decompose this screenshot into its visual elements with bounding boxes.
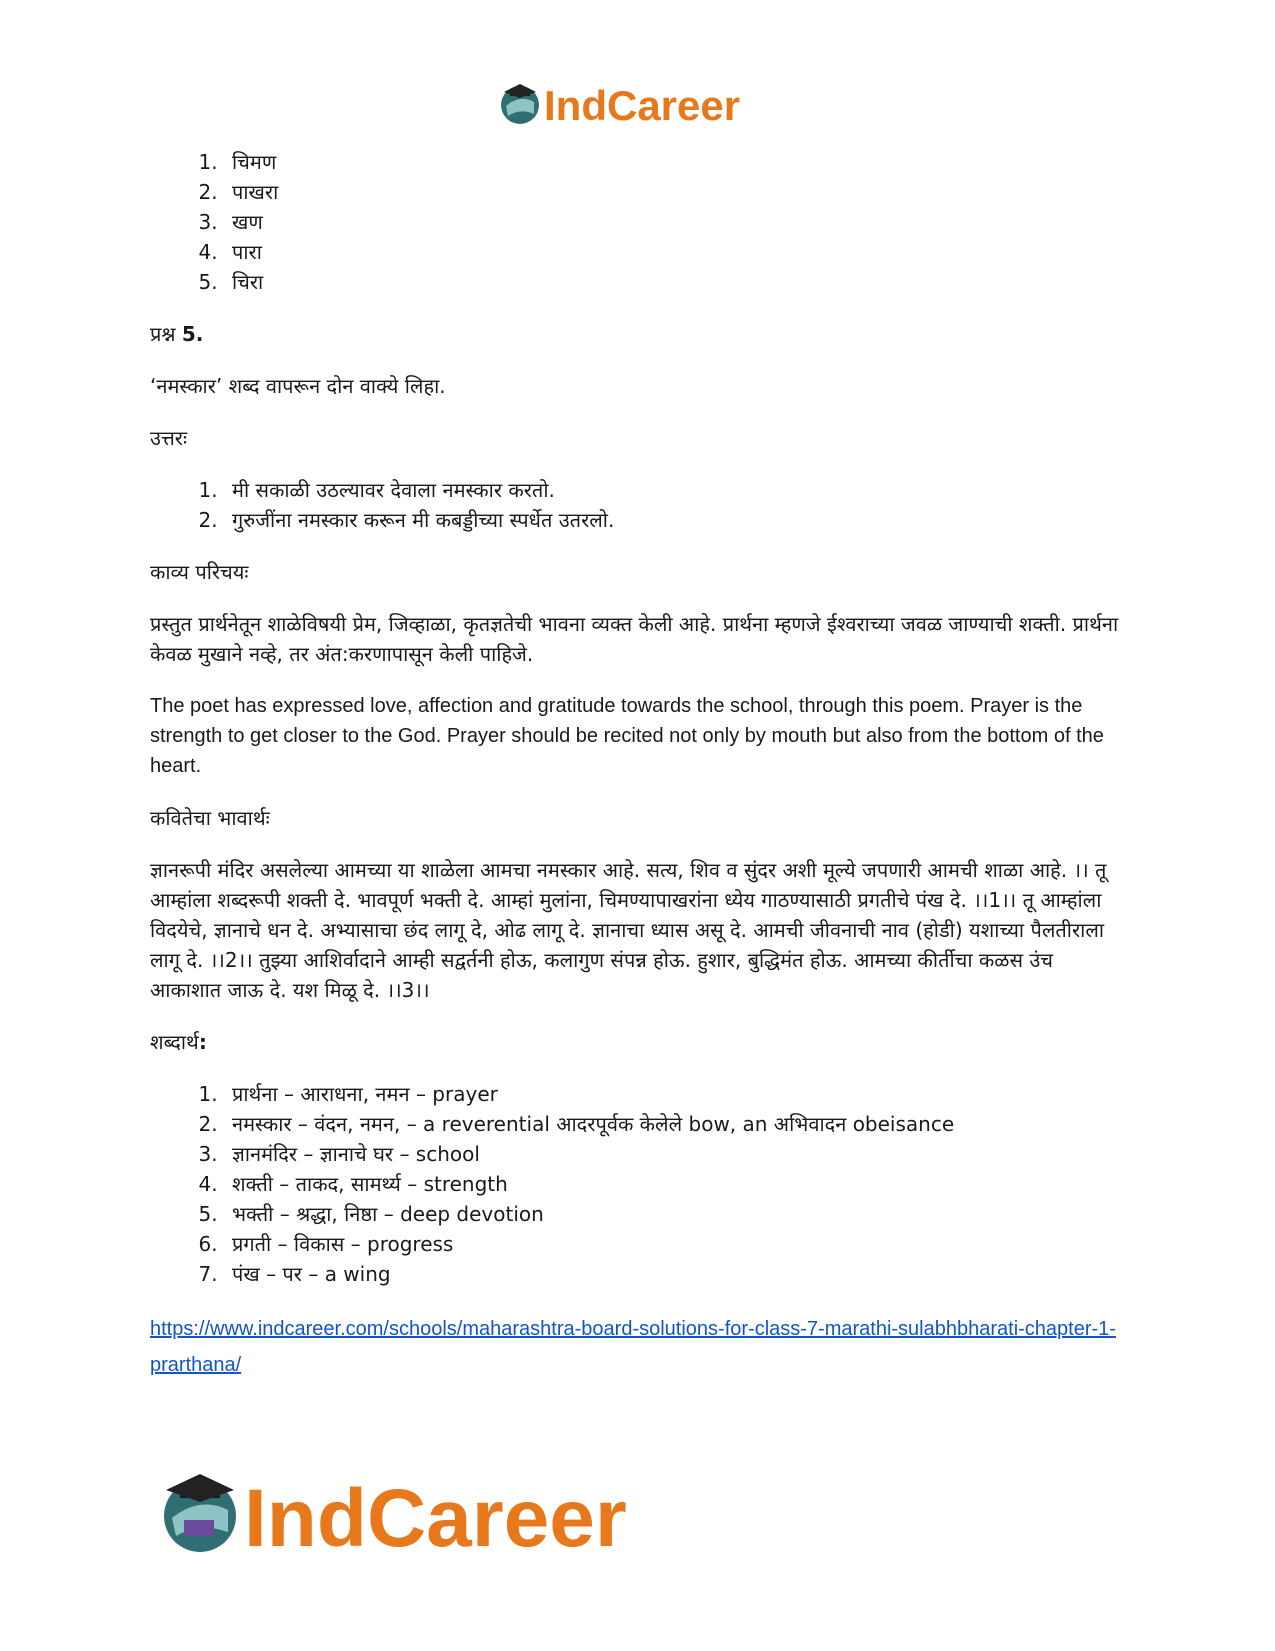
answer-label: उत्तरः [150, 426, 187, 450]
logo-bottom-prefix: Ind [244, 1473, 367, 1560]
list-item: 2. पाखरा [224, 177, 1125, 207]
question-heading [150, 319, 1125, 349]
list-item: 2. गुरुजींना नमस्कार करून मी कबड्डीच्या स्पर्धेत उतरलो. [224, 505, 1125, 535]
glossary-label-colon: : [198, 1030, 207, 1054]
list-item: 1. प्रार्थना – आराधना, नमन – prayer [224, 1079, 1125, 1109]
question-number: 5. [181, 322, 204, 346]
list-item: 3. ज्ञानमंदिर – ज्ञानाचे घर – school [224, 1139, 1125, 1169]
list-item: 5. चिरा [224, 267, 1125, 297]
list-item: 2. नमस्कार – वंदन, नमन, – a reverential आदरपूर्वक केलेले bow, an अभिवादन obeisance [224, 1109, 1125, 1139]
list-item: 6. प्रगती – विकास – progress [224, 1229, 1125, 1259]
graduation-cap-icon [164, 1474, 236, 1552]
logo-bottom-suffix: Career [366, 1473, 627, 1560]
poem-intro-english: The poet has expressed love, affection and gratitude towards the school, through this poem. Prayer is the strength to get closer to the God. Prayer should be recited not only by mouth but also from the bottom of the heart. [150, 695, 1104, 777]
answer-list [150, 475, 1125, 535]
svg-text:IndCareer [544, 82, 740, 129]
poem-intro-marathi: प्रस्तुत प्रार्थनेतून शाळेविषयी प्रेम, जिव्हाळा, कृतज्ञतेची भावना व्यक्त केली आहे. प्रार्थना म्हणजे ईश्वराच्या जवळ जाण्याची शक्ती. प्रार्थना केवळ मुखाने नव्हे, तर अंत:करणापासून केली पाहिजे. [150, 612, 1119, 666]
svg-text:IndCareer [244, 1473, 627, 1560]
question-text: ‘नमस्कार’ शब्द वापरून दोन वाक्ये लिहा. [150, 374, 446, 398]
list-item: 1. चिमण [224, 147, 1125, 177]
question-label: प्रश्न [150, 322, 176, 346]
meaning-label: कवितेचा भावार्थः [150, 806, 270, 830]
list-item: 1. मी सकाळी उठल्यावर देवाला नमस्कार करतो. [224, 475, 1125, 505]
word-list [150, 147, 1125, 297]
graduation-cap-icon [501, 84, 539, 124]
document-body [150, 147, 1125, 1383]
indcareer-logo-bottom [160, 1470, 700, 1560]
glossary-label-main: शब्दार्थ [150, 1030, 199, 1054]
list-item: 7. पंख – पर – a wing [224, 1259, 1125, 1289]
logo-top-prefix: Ind [544, 82, 607, 129]
indcareer-logo-top [498, 80, 768, 130]
glossary-list [150, 1079, 1125, 1289]
glossary-label [150, 1027, 1125, 1057]
meaning-text: ज्ञानरूपी मंदिर असलेल्या आमच्या या शाळेला आमचा नमस्कार आहे. सत्य, शिव व सुंदर अशी मूल्ये जपणारी आमची शाळा आहे. ।। तू आम्हांला शब्दरूपी शक्ती दे. भावपूर्ण भक्ती दे. आम्हां मुलांना, चिमण्यापाखरांना ध्येय गाठण्यासाठी प्रगतीचे पंख दे. ।।1।। तू आम्हांला विदयेचे, ज्ञानाचे धन दे. अभ्यासाचा छंद लागू दे, ओढ लागू दे. ज्ञानाचा ध्यास असू दे. आमची जीवनाची नाव (होडी) यशाच्या पैलतीराला लागू दे. ।।2।। तुझ्या आशिर्वादाने आम्ही सद्वर्तनी होऊ, कलागुण संपन्न होऊ. हुशार, बुद्धिमंत होऊ. आमच्या कीर्तीचा कळस उंच आकाशात जाऊ दे. यश मिळू दे. ।।3।। [150, 858, 1107, 1002]
list-item: 4. पारा [224, 237, 1125, 267]
logo-top-suffix: Career [606, 82, 741, 129]
list-item: 5. भक्ती – श्रद्धा, निष्ठा – deep devotion [224, 1199, 1125, 1229]
list-item: 3. खण [224, 207, 1125, 237]
list-item: 4. शक्ती – ताकद, सामर्थ्य – strength [224, 1169, 1125, 1199]
poem-intro-label: काव्य परिचयः [150, 560, 249, 584]
source-link[interactable]: https://www.indcareer.com/schools/maharashtra-board-solutions-for-class-7-marathi-sulabhbharati-chapter-1-prarthana/ [150, 1318, 1116, 1376]
